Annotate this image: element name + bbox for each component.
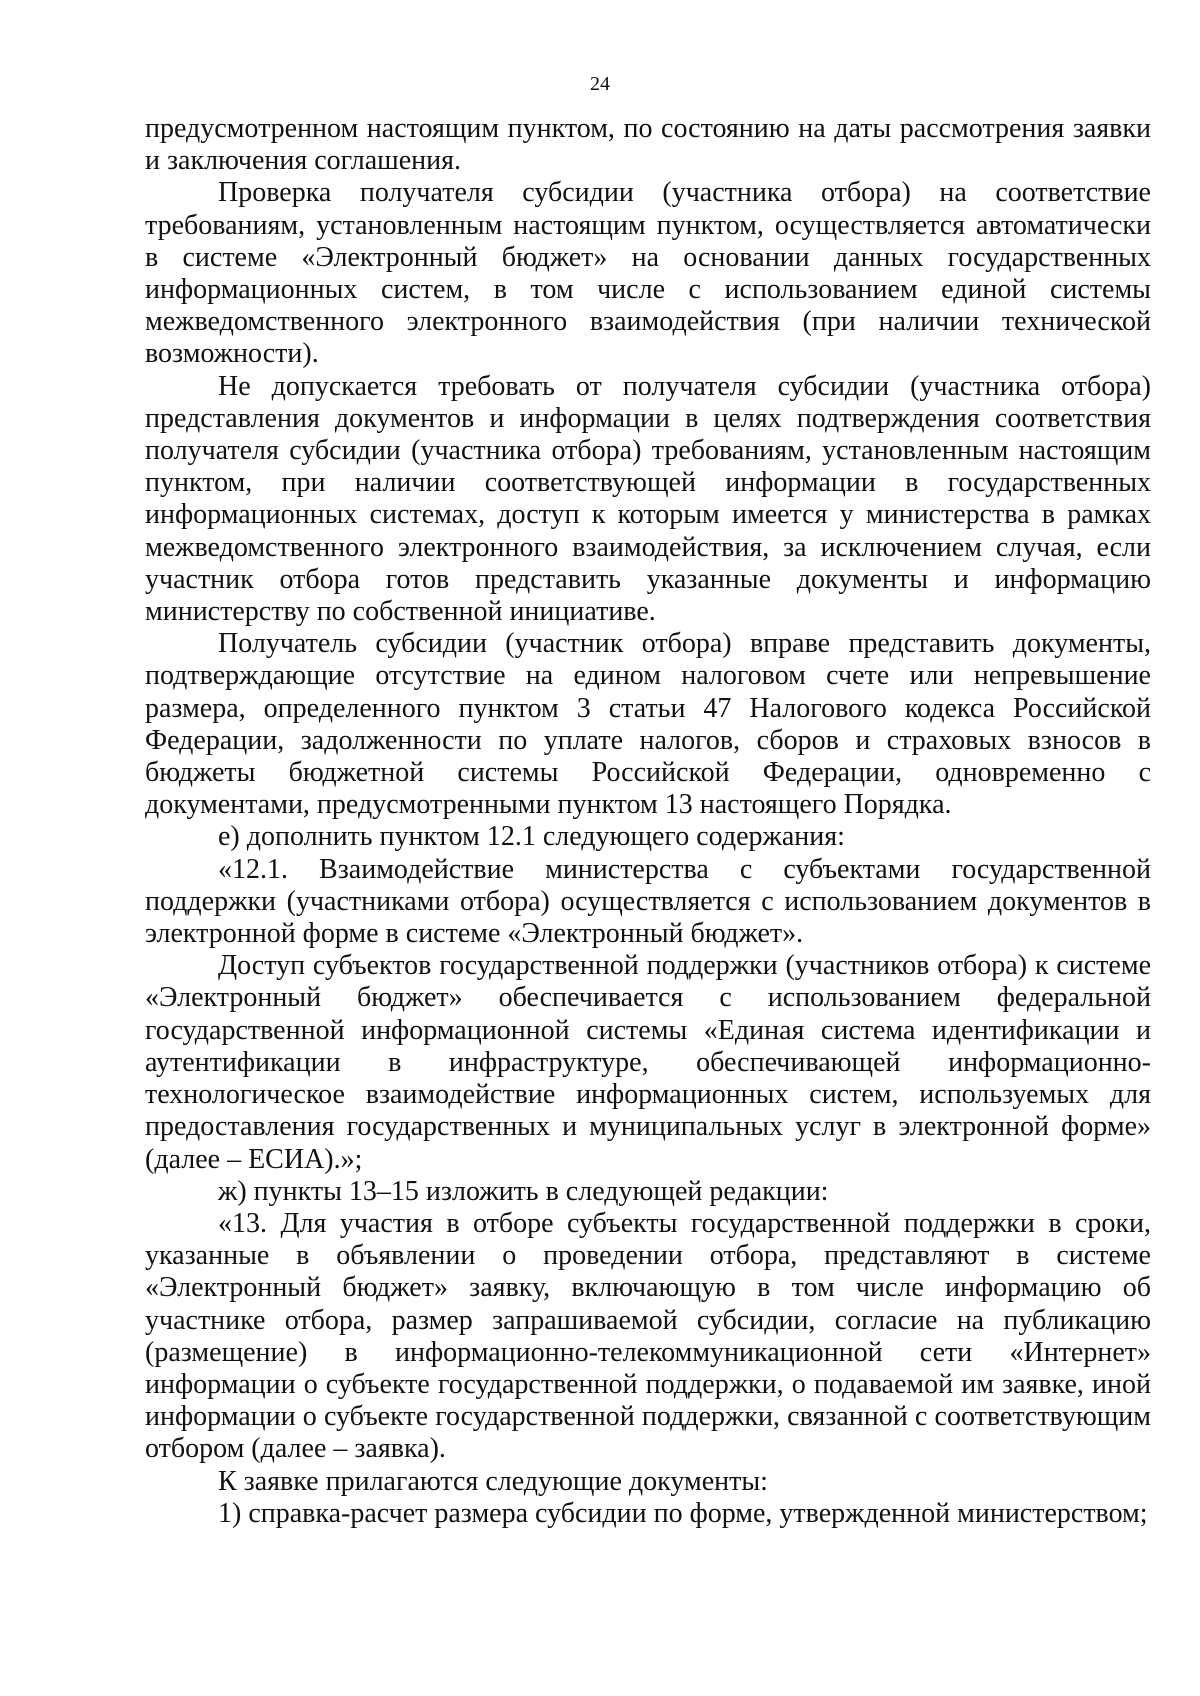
paragraph: ж) пункты 13–15 изложить в следующей редакции: [218, 1175, 829, 1207]
document-body [145, 113, 1151, 1530]
paragraph: Получатель субсидии (участник отбора) вправе представить документы, подтверждающие отсутствие на едином налоговом счете или непревышение размера, определенного пунктом 3 статьи 47 Налогового кодекса Российской Федерации, задолженности по уплате налогов, сборов и страховых взносов в бюджеты бюджетной системы Российской Федерации, одновременно с документами, предусмотренными пунктом 13 настоящего Порядка. [145, 628, 1151, 821]
paragraph: Доступ субъектов государственной поддержки (участников отбора) к системе «Электронный бюджет» обеспечивается с использованием федеральной государственной информационной системы «Единая система идентификации и аутентификации в инфраструктуре, обеспечивающей информационно-технологическое взаимодействие информационных систем, используемых для предоставления государственных и муниципальных услуг в электронной форме» (далее – ЕСИА).»; [145, 950, 1151, 1175]
paragraph: е) дополнить пунктом 12.1 следующего содержания: [218, 821, 845, 853]
page-number: 24 [590, 73, 610, 95]
paragraph: «13. Для участия в отборе субъекты государственной поддержки в сроки, указанные в объявлении о проведении отбора, представляют в системе «Электронный бюджет» заявку, включающую в том числе информацию об участнике отбора, размер запрашиваемой субсидии, согласие на публикацию (размещение) в информационно-телекоммуникационной сети «Интернет» информации о субъекте государственной поддержки, о подаваемой им заявке, иной информации о субъекте государственной поддержки, связанной с соответствующим отбором (далее – заявка). [145, 1207, 1151, 1465]
paragraph: 1) справка-расчет размера субсидии по форме, утвержденной министерством; [218, 1497, 1148, 1529]
paragraph: Проверка получателя субсидии (участника отбора) на соответствие требованиям, установленным настоящим пунктом, осуществляется автоматически в системе «Электронный бюджет» на основании данных государственных информационных систем, в том числе с использованием единой системы межведомственного электронного взаимодействия (при наличии технической возможности). [145, 177, 1151, 370]
paragraph: К заявке прилагаются следующие документы: [218, 1465, 768, 1497]
paragraph: «12.1. Взаимодействие министерства с субъектами государственной поддержки (участниками отбора) осуществляется с использованием документов в электронной форме в системе «Электронный бюджет». [145, 853, 1151, 950]
paragraph: предусмотренном настоящим пунктом, по состоянию на даты рассмотрения заявки и заключения соглашения. [145, 113, 1151, 177]
paragraph: Не допускается требовать от получателя субсидии (участника отбора) представления документов и информации в целях подтверждения соответствия получателя субсидии (участника отбора) требованиям, установленным настоящим пунктом, при наличии соответствующей информации в государственных информационных системах, доступ к которым имеется у министерства в рамках межведомственного электронного взаимодействия, за исключением случая, если участник отбора готов представить указанные документы и информацию министерству по собственной инициативе. [145, 370, 1151, 628]
